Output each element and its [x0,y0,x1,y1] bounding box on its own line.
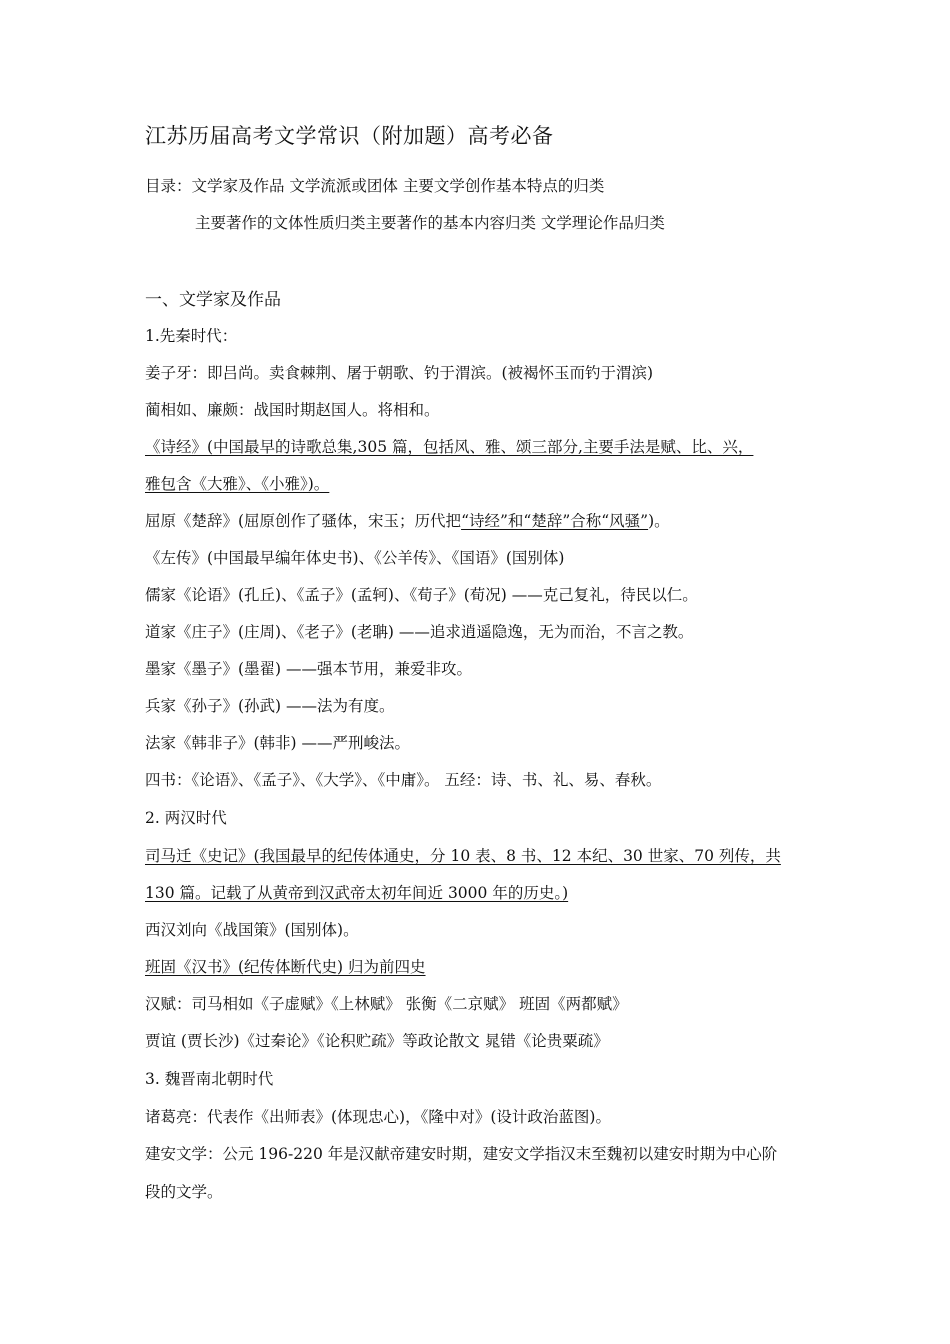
paragraph-bingjia: 兵家《孙子》(孙武) ——法为有度。 [145,697,395,715]
paragraph-fajia: 法家《韩非子》(韩非) ——严刑峻法。 [145,734,411,752]
quyuan-text-a: 屈原《楚辞》(屈原创作了骚体，宋玉；历代把 [145,512,462,530]
paragraph-sishu-wujing: 四书：《论语》、《孟子》、《大学》、《中庸》。 五经：诗、书、礼、易、春秋。 [145,771,662,789]
paragraph-ban-gu: 班固《汉书》(纪传体断代史) 归为前四史 [145,958,426,976]
quyuan-text-c: )。 [648,512,670,530]
paragraph-jianan-line-1: 建安文学：公元 196-220 年是汉献帝建安时期，建安文学指汉末至魏初以建安时期为中心阶 [145,1145,778,1163]
toc-line-1: 目录：文学家及作品 文学流派或团体 主要文学创作基本特点的归类 [145,177,605,195]
paragraph-daojia: 道家《庄子》(庄周)、《老子》(老聃) ——追求逍遥隐逸，无为而治，不言之教。 [145,623,694,641]
paragraph-jiang-ziya: 姜子牙：即吕尚。卖食棘荆、屠于朝歌、钓于渭滨。(被褐怀玉而钓于渭滨) [145,364,654,382]
paragraph-liu-xiang: 西汉刘向《战国策》(国别体)。 [145,921,359,939]
subsection-heading-wei-jin: 3. 魏晋南北朝时代 [145,1070,274,1088]
section-heading: 一、文学家及作品 [145,290,281,310]
paragraph-han-fu: 汉赋：司马相如《子虚赋》《上林赋》 张衡《二京赋》 班固《两都赋》 [145,995,628,1013]
paragraph-quyuan [145,509,670,531]
paragraph-jia-yi: 贾谊 (贾长沙)《过秦论》《论积贮疏》等政论散文 晁错《论贵粟疏》 [145,1032,609,1050]
paragraph-jianan-line-2: 段的文学。 [145,1183,223,1201]
paragraph-shiji-line-1: 司马迁《史记》(我国最早的纪传体通史，分 10 表、8 书、12 本纪、30 世家、70 列传，共 [145,847,781,865]
paragraph-rujia: 儒家《论语》(孔丘)、《孟子》(孟轲)、《荀子》(荀况) ——克己复礼，待民以仁。 [145,586,698,604]
paragraph-mojia: 墨家《墨子》(墨翟) ——强本节用，兼爱非攻。 [145,660,473,678]
paragraph-zuozhuan: 《左传》(中国最早编年体史书)、《公羊传》、《国语》(国别体) [145,549,565,567]
subsection-heading-han: 2. 两汉时代 [145,809,227,827]
paragraph-shiji-line-2: 130 篇。记载了从黄帝到汉武帝太初年间近 3000 年的历史。) [145,884,569,902]
paragraph-shijing-line-2: 雅包含《大雅》、《小雅》)。 [145,475,330,493]
quyuan-text-underlined: “诗经”和“楚辞”合称“风骚” [461,512,649,530]
document-title: 江苏历届高考文学常识（附加题）高考必备 [145,124,554,148]
paragraph-shijing-line-1: 《诗经》(中国最早的诗歌总集,305 篇，包括风、雅、颂三部分,主要手法是赋、比、兴， [145,438,754,456]
paragraph-lin-xiangru: 蔺相如、廉颇：战国时期赵国人。将相和。 [145,401,440,419]
toc-line-2: 主要著作的文体性质归类主要著作的基本内容归类 文学理论作品归类 [195,214,665,232]
paragraph-zhuge-liang: 诸葛亮：代表作《出师表》(体现忠心)，《隆中对》(设计政治蓝图)。 [145,1108,611,1126]
subsection-heading-pre-qin: 1.先秦时代： [145,327,238,345]
